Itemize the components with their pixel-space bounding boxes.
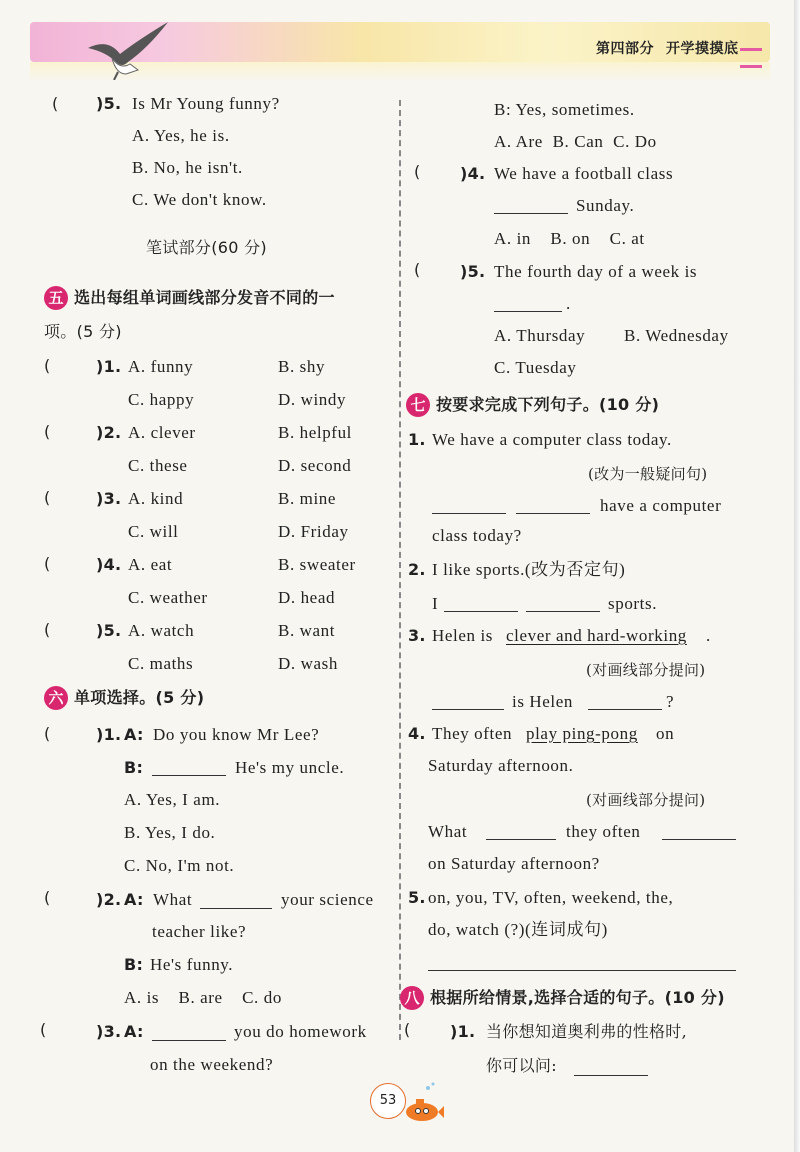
question-number: )5. xyxy=(460,262,486,281)
sentence-start: I xyxy=(432,594,439,613)
fill-blank[interactable] xyxy=(486,839,556,840)
fill-blank[interactable] xyxy=(662,839,736,840)
question-number: )3. xyxy=(96,489,122,508)
answer-line[interactable] xyxy=(428,970,736,971)
dialog-b: He's my uncle. xyxy=(235,758,345,777)
option-a: A. Thursday xyxy=(494,326,586,345)
dialog-a: What xyxy=(153,890,193,909)
dialog-a-cont: your science xyxy=(281,890,374,909)
fill-blank[interactable] xyxy=(152,1040,226,1041)
option-b[interactable]: B. No, he isn't. xyxy=(132,158,243,177)
section-5-badge: 五 xyxy=(44,286,68,310)
item-number: 2. xyxy=(408,560,426,579)
option-d: D. second xyxy=(278,456,352,475)
sentence: They often xyxy=(432,724,513,743)
sentence-mid: they often xyxy=(566,822,641,841)
option-b: B. want xyxy=(278,621,336,640)
option-d: D. windy xyxy=(278,390,347,409)
underlined-phrase: clever and hard-working xyxy=(506,626,687,645)
option-c: C. Tuesday xyxy=(494,358,577,377)
instruction-hint: (对画线部分提问) xyxy=(586,791,706,809)
dialog-a-cont2: teacher like? xyxy=(152,922,247,941)
option-a: A. Yes, I am. xyxy=(124,790,221,809)
instruction-hint: (改为一般疑问句) xyxy=(588,465,708,483)
sentence-start: What xyxy=(428,822,468,841)
option-b: B. shy xyxy=(278,357,326,376)
written-part-heading: 笔试部分(60 分) xyxy=(146,238,267,257)
question-number: )1. xyxy=(96,357,122,376)
answer-paren[interactable]: ( xyxy=(44,422,51,441)
submarine-icon xyxy=(398,1082,444,1124)
question-number: )3. xyxy=(96,1022,122,1041)
answer-paren[interactable]: ( xyxy=(414,260,421,279)
options-row: A. in B. on C. at xyxy=(494,229,645,248)
header-subtitle: 开学摸摸底 xyxy=(666,41,739,57)
answer-paren[interactable]: ( xyxy=(44,724,51,743)
option-c: C. No, I'm not. xyxy=(124,856,235,875)
sentence-cont2: class today? xyxy=(432,526,522,545)
answer-paren[interactable]: ( xyxy=(414,162,421,181)
option-c: C. weather xyxy=(128,588,208,607)
item-number: 5. xyxy=(408,888,426,907)
question-number: )4. xyxy=(460,164,486,183)
corner-mark xyxy=(740,48,762,68)
sentence-cont: on xyxy=(656,724,675,743)
question-stem: We have a football class xyxy=(494,164,674,183)
option-b: B. Yes, I do. xyxy=(124,823,216,842)
item-number: 3. xyxy=(408,626,426,645)
fill-blank[interactable] xyxy=(200,908,272,909)
page-edge xyxy=(794,0,800,1152)
section-6-title: 单项选择。(5 分) xyxy=(74,688,205,707)
answer-paren[interactable]: ( xyxy=(44,554,51,573)
sentence: Helen is xyxy=(432,626,493,645)
question-stem: The fourth day of a week is xyxy=(494,262,698,281)
section-6-badge: 六 xyxy=(44,686,68,710)
underlined-phrase: play ping-pong xyxy=(526,724,638,743)
section-8-title: 根据所给情景,选择合适的句子。(10 分) xyxy=(430,988,725,1007)
sentence-end: on Saturday afternoon? xyxy=(428,854,600,873)
sentence-cont: have a computer xyxy=(600,496,722,515)
answer-paren[interactable]: ( xyxy=(404,1020,411,1039)
stem-period: . xyxy=(566,294,571,313)
dialog-a-cont: on the weekend? xyxy=(150,1055,274,1074)
question-number: )2. xyxy=(96,890,122,909)
option-c: C. maths xyxy=(128,654,194,673)
speaker-b: B: xyxy=(124,955,144,974)
answer-paren[interactable]: ( xyxy=(52,94,59,113)
sentence-mid: is Helen xyxy=(512,692,573,711)
question-stem: 当你想知道奥利弗的性格时, xyxy=(486,1022,687,1041)
answer-paren[interactable]: ( xyxy=(40,1020,47,1039)
item-number: 1. xyxy=(408,430,426,449)
item-number: 4. xyxy=(408,724,426,743)
option-d: D. Friday xyxy=(278,522,349,541)
question-number: )1. xyxy=(450,1022,476,1041)
seagull-icon xyxy=(78,20,178,80)
dialog-b: B: Yes, sometimes. xyxy=(494,100,635,119)
dialog-a: you do homework xyxy=(234,1022,367,1041)
question-number: )4. xyxy=(96,555,122,574)
speaker-a: A: xyxy=(124,725,144,744)
speaker-b: B: xyxy=(124,758,144,777)
section-7-badge: 七 xyxy=(406,393,430,417)
fill-blank[interactable] xyxy=(526,611,600,612)
section-7-title: 按要求完成下列句子。(10 分) xyxy=(436,395,660,414)
fill-blank[interactable] xyxy=(494,213,568,214)
sentence: We have a computer class today. xyxy=(432,430,672,449)
sentence-end: sports. xyxy=(608,594,658,613)
answer-paren[interactable]: ( xyxy=(44,356,51,375)
option-a: A. watch xyxy=(128,621,195,640)
options-row: A. is B. are C. do xyxy=(124,988,282,1007)
fill-blank[interactable] xyxy=(588,709,662,710)
dialog-a: Do you know Mr Lee? xyxy=(153,725,320,744)
question-stem-cont: Sunday. xyxy=(576,196,635,215)
fill-blank[interactable] xyxy=(152,775,226,776)
fill-blank[interactable] xyxy=(432,709,504,710)
column-divider xyxy=(399,100,401,1040)
question-stem-cont: 你可以问: xyxy=(486,1056,557,1075)
option-a: A. clever xyxy=(128,423,196,442)
speaker-a: A: xyxy=(124,1022,144,1041)
dialog-b: He's funny. xyxy=(150,955,234,974)
sentence-cont: do, watch (?)(连词成句) xyxy=(428,920,608,939)
sentence: I like sports.(改为否定句) xyxy=(432,560,626,579)
section-8-badge: 八 xyxy=(400,986,424,1010)
options-row: A. Are B. Can C. Do xyxy=(494,132,657,151)
option-a: A. funny xyxy=(128,357,194,376)
answer-paren[interactable]: ( xyxy=(44,620,51,639)
fill-blank[interactable] xyxy=(494,311,562,312)
instruction-hint: (对画线部分提问) xyxy=(586,661,706,679)
option-d: D. head xyxy=(278,588,336,607)
option-a[interactable]: A. Yes, he is. xyxy=(132,126,230,145)
option-a: A. eat xyxy=(128,555,173,574)
answer-paren[interactable]: ( xyxy=(44,888,51,907)
question-number: )1. xyxy=(96,725,122,744)
option-d: D. wash xyxy=(278,654,338,673)
option-b: B. mine xyxy=(278,489,337,508)
fill-blank[interactable] xyxy=(516,513,590,514)
option-a: A. kind xyxy=(128,489,184,508)
page-number: 53 xyxy=(370,1083,406,1119)
question-stem: Is Mr Young funny? xyxy=(132,94,280,113)
fill-blank[interactable] xyxy=(574,1075,648,1076)
question-number: )5. xyxy=(96,94,122,113)
sentence-end: ? xyxy=(666,692,675,711)
question-number: )2. xyxy=(96,423,122,442)
section-5-title-cont: 项。(5 分) xyxy=(44,322,122,341)
sentence: on, you, TV, often, weekend, the, xyxy=(428,888,674,907)
option-b: B. Wednesday xyxy=(624,326,729,345)
header-part: 第四部分 xyxy=(596,41,654,57)
answer-paren[interactable]: ( xyxy=(44,488,51,507)
option-b: B. helpful xyxy=(278,423,352,442)
speaker-a: A: xyxy=(124,890,144,909)
option-b: B. sweater xyxy=(278,555,356,574)
fill-blank[interactable] xyxy=(444,611,518,612)
sentence-cont2: Saturday afternoon. xyxy=(428,756,574,775)
option-c: C. happy xyxy=(128,390,195,409)
fill-blank[interactable] xyxy=(432,513,506,514)
sentence-period: . xyxy=(706,626,711,645)
question-number: )5. xyxy=(96,621,122,640)
option-c: C. will xyxy=(128,522,179,541)
section-5-title: 选出每组单词画线部分发音不同的一 xyxy=(74,288,335,307)
header-title xyxy=(596,38,739,58)
option-c: C. these xyxy=(128,456,188,475)
option-c[interactable]: C. We don't know. xyxy=(132,190,267,209)
